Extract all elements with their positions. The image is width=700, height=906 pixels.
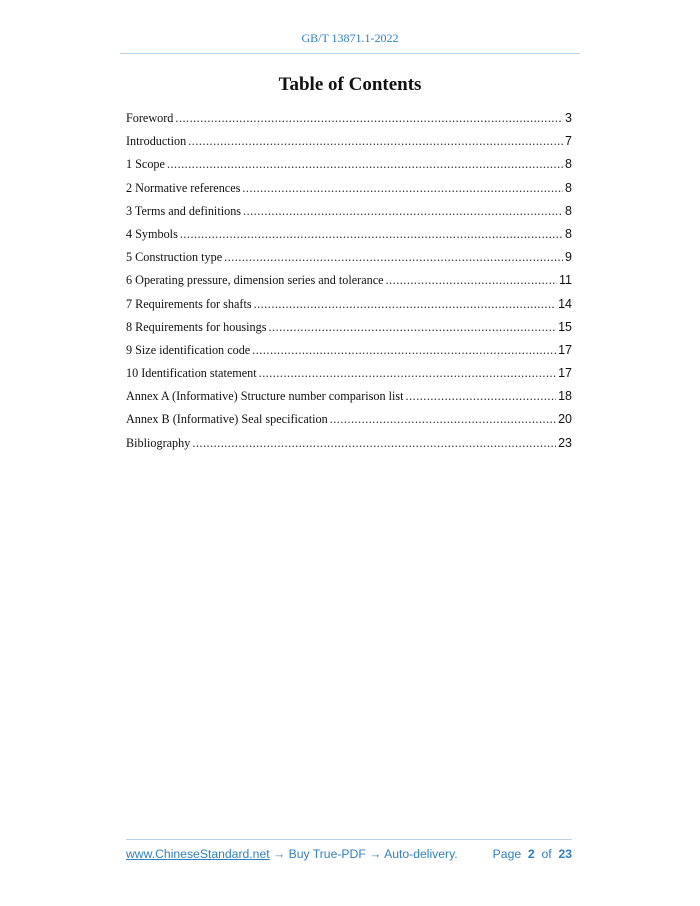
toc-entry-label: Annex A (Informative) Structure number comparison list <box>126 389 404 404</box>
toc-title: Table of Contents <box>278 74 422 95</box>
toc-entry-label: Annex B (Informative) Seal specification <box>126 412 328 427</box>
toc-entry-identification-statement[interactable] <box>126 362 572 385</box>
toc-dot-leader <box>180 223 563 246</box>
toc-entry-page: 17 <box>558 342 572 357</box>
toc-entry-introduction[interactable] <box>126 130 572 153</box>
toc-dot-leader <box>330 408 556 431</box>
toc-entry-requirements-for-housings[interactable] <box>126 316 572 339</box>
footer-page-number <box>493 847 572 861</box>
toc-list <box>126 107 572 455</box>
toc-dot-leader <box>268 316 556 339</box>
toc-dot-leader <box>242 177 563 200</box>
toc-entry-bibliography[interactable] <box>126 432 572 455</box>
toc-entry-page: 3 <box>565 111 572 125</box>
toc-entry-label: 9 Size identification code <box>126 342 251 357</box>
toc-entry-operating-pressure[interactable] <box>126 269 572 292</box>
toc-dot-leader <box>254 293 557 316</box>
toc-entry-label: 3 Terms and definitions <box>126 203 242 218</box>
toc-dot-leader <box>406 385 557 408</box>
footer-promo-text: → Buy True-PDF → Auto-delivery. <box>269 847 458 861</box>
toc-entry-symbols[interactable] <box>126 223 572 246</box>
toc-entry-label: 1 Scope <box>126 157 165 172</box>
toc-entry-terms-and-definitions[interactable] <box>126 200 572 223</box>
toc-dot-leader <box>175 107 563 130</box>
toc-entry-requirements-for-shafts[interactable] <box>126 293 572 316</box>
toc-entry-page: 23 <box>558 435 572 450</box>
toc-entry-label: 7 Requirements for shafts <box>126 296 252 311</box>
toc-dot-leader <box>252 339 556 362</box>
toc-dot-leader <box>192 432 556 455</box>
toc-dot-leader <box>259 362 556 385</box>
toc-entry-label: 10 Identification statement <box>126 366 257 381</box>
toc-entry-construction-type[interactable] <box>126 246 572 269</box>
toc-entry-page: 8 <box>565 226 572 241</box>
toc-entry-page: 7 <box>565 134 572 149</box>
toc-entry-label: 4 Symbols <box>126 226 178 241</box>
toc-dot-leader <box>167 153 563 176</box>
header-divider <box>120 53 580 54</box>
toc-entry-annex-a[interactable] <box>126 385 572 408</box>
footer-page-total: 23 <box>558 847 572 861</box>
page-footer <box>126 847 572 861</box>
toc-entry-label: 8 Requirements for housings <box>126 319 267 334</box>
toc-entry-page: 20 <box>558 412 572 427</box>
toc-entry-page: 9 <box>565 250 572 265</box>
toc-entry-label: Bibliography <box>126 435 191 450</box>
toc-entry-scope[interactable] <box>126 153 572 176</box>
toc-dot-leader <box>386 269 557 292</box>
footer-page-current: 2 <box>527 847 535 861</box>
toc-entry-label: Introduction <box>126 134 187 149</box>
toc-entry-label: Foreword <box>126 111 174 125</box>
footer-website-link[interactable]: www.ChineseStandard.net <box>126 847 270 861</box>
toc-dot-leader <box>188 130 563 153</box>
footer-promo <box>126 847 458 861</box>
header-standard-code: GB/T 13871.1-2022 <box>301 31 399 45</box>
footer-page-word: Page <box>492 847 522 861</box>
toc-entry-page: 11 <box>559 273 572 288</box>
toc-entry-page: 8 <box>565 203 572 218</box>
toc-dot-leader <box>224 246 563 269</box>
toc-entry-page: 18 <box>558 389 572 404</box>
footer-divider <box>126 839 572 840</box>
toc-entry-label: 2 Normative references <box>126 180 241 195</box>
toc-entry-page: 8 <box>565 180 572 195</box>
toc-entry-annex-b[interactable] <box>126 408 572 431</box>
toc-entry-page: 8 <box>565 157 572 172</box>
toc-entry-page: 17 <box>558 366 572 381</box>
toc-entry-page: 15 <box>558 319 572 334</box>
toc-entry-label: 5 Construction type <box>126 250 223 265</box>
toc-dot-leader <box>243 200 563 223</box>
toc-entry-normative-references[interactable] <box>126 177 572 200</box>
toc-entry-page: 14 <box>558 296 572 311</box>
toc-entry-size-identification-code[interactable] <box>126 339 572 362</box>
footer-page-of: of <box>541 847 552 861</box>
toc-entry-label: 6 Operating pressure, dimension series and tolerance <box>126 273 384 288</box>
toc-entry-foreword[interactable] <box>126 107 572 130</box>
